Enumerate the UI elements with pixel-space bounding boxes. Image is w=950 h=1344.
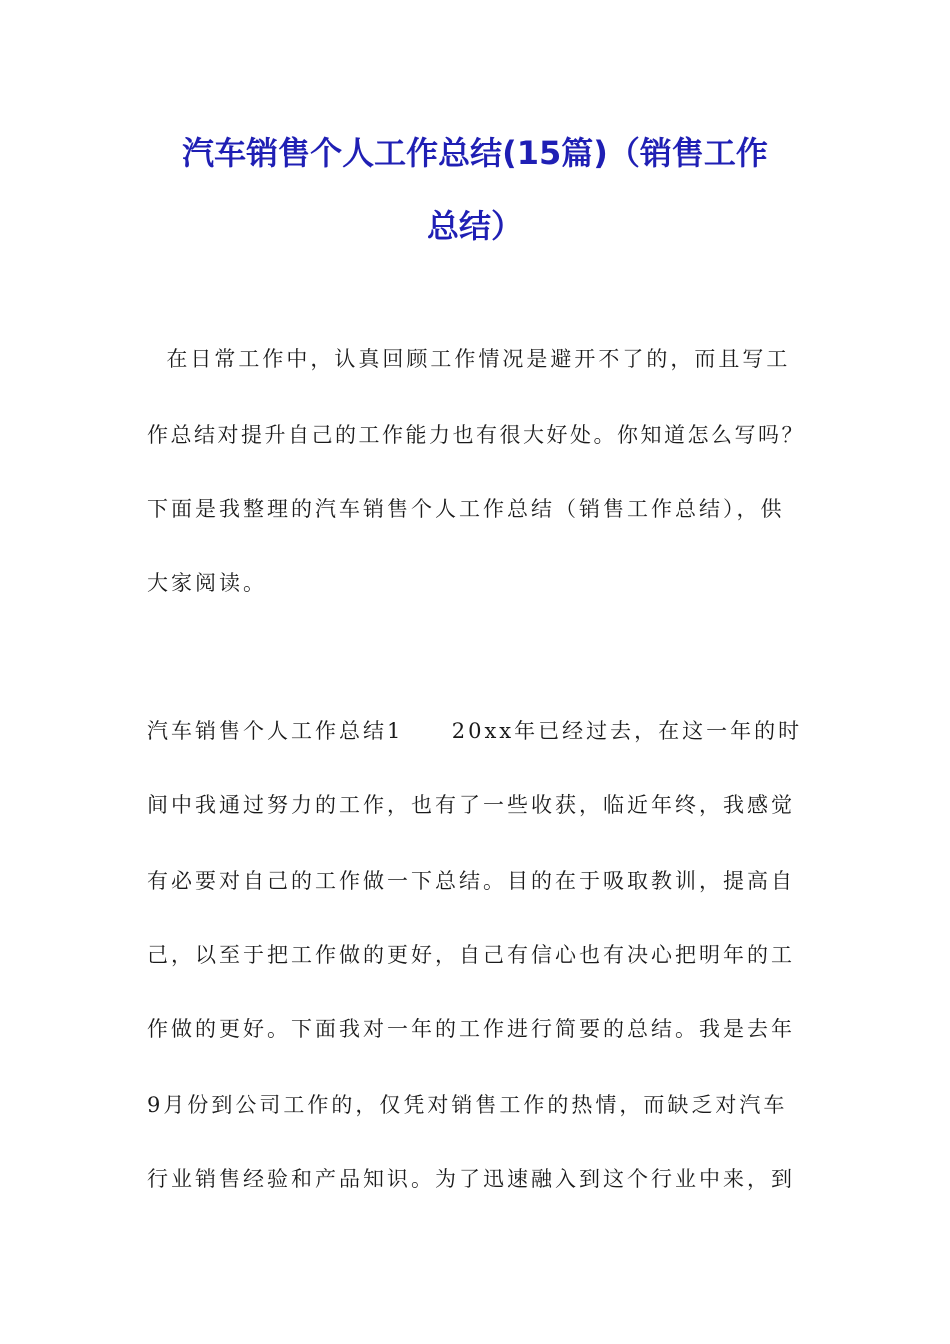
intro-line-3: 下面是我整理的汽车销售个人工作总结（销售工作总结），供 bbox=[147, 497, 785, 521]
intro-line-2: 作总结对提升自己的工作能力也有很大好处。你知道怎么写吗？ bbox=[147, 423, 805, 447]
section1-line-7: 行业销售经验和产品知识。为了迅速融入到这个行业中来，到 bbox=[147, 1167, 795, 1191]
section1-line-6: 9月份到公司工作的，仅凭对销售工作的热情，而缺乏对汽车 bbox=[147, 1093, 788, 1117]
document-title-line-1: 汽车销售个人工作总结(15篇)（销售工作 bbox=[182, 134, 768, 172]
intro-line-4: 大家阅读。 bbox=[147, 571, 267, 595]
section1-line-5: 作做的更好。下面我对一年的工作进行简要的总结。我是去年 bbox=[147, 1017, 795, 1041]
section1-line-1: 汽车销售个人工作总结1 20xx年已经过去，在这一年的时 bbox=[147, 719, 803, 743]
section1-line-2: 间中我通过努力的工作，也有了一些收获，临近年终，我感觉 bbox=[147, 793, 795, 817]
section1-line-3: 有必要对自己的工作做一下总结。目的在于吸取教训，提高自 bbox=[147, 869, 795, 893]
section1-line-4: 己，以至于把工作做的更好，自己有信心也有决心把明年的工 bbox=[147, 943, 795, 967]
intro-line-1: 在日常工作中，认真回顾工作情况是避开不了的，而且写工 bbox=[147, 347, 791, 371]
document-title-line-2: 总结） bbox=[426, 207, 523, 245]
